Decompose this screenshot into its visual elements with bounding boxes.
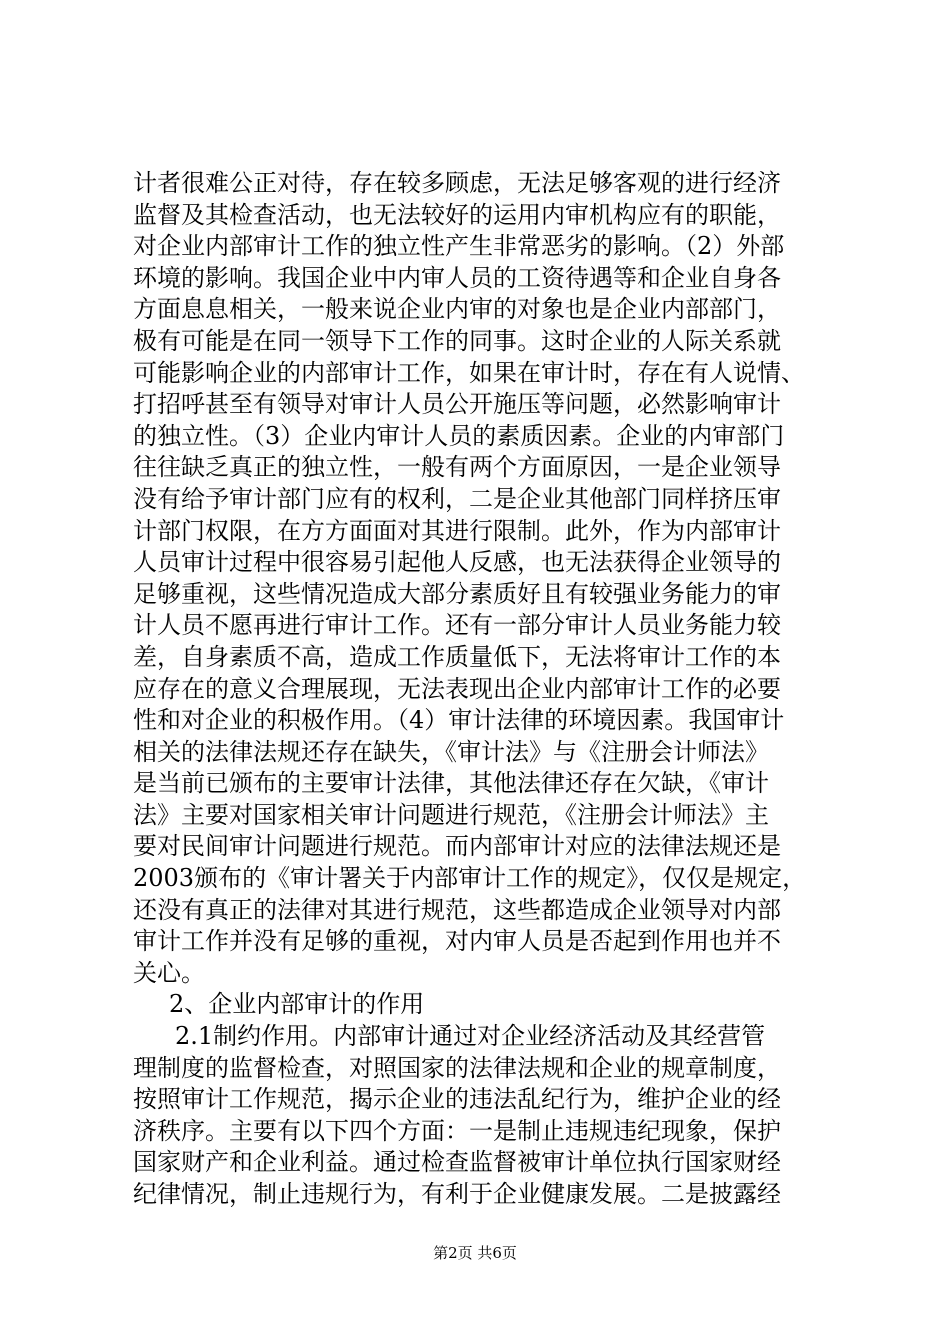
paragraph-line: 按照审计工作规范，揭示企业的违法乱纪行为，维护企业的经 bbox=[133, 1085, 781, 1114]
paragraph-line: 方面息息相关，一般来说企业内审的对象也是企业内部部门， bbox=[133, 295, 781, 324]
paragraph-line: 国家财产和企业利益。通过检查监督被审计单位执行国家财经 bbox=[133, 1148, 781, 1177]
paragraph-line: 关心。 bbox=[133, 958, 205, 987]
paragraph-line: 是当前已颁布的主要审计法律，其他法律还存在欠缺，《审计 bbox=[133, 769, 769, 798]
paragraph-line: 的独立性。（3）企业内审计人员的素质因素。企业的内审部门 bbox=[133, 421, 785, 450]
paragraph-line: 性和对企业的积极作用。（4）审计法律的环境因素。我国审计 bbox=[133, 706, 785, 735]
paragraph-line: 计人员不愿再进行审计工作。还有一部分审计人员业务能力较 bbox=[133, 611, 781, 640]
page-number-footer: 第2页 共6页 bbox=[433, 1244, 517, 1262]
paragraph-line: 打招呼甚至有领导对审计人员公开施压等问题，必然影响审计 bbox=[133, 390, 781, 419]
paragraph-line: 足够重视，这些情况造成大部分素质好且有较强业务能力的审 bbox=[133, 579, 781, 608]
paragraph-line: 往往缺乏真正的独立性，一般有两个方面原因，一是企业领导 bbox=[133, 453, 781, 482]
paragraph-line: 理制度的监督检查，对照国家的法律法规和企业的规章制度， bbox=[133, 1053, 781, 1082]
paragraph-line: 2.1制约作用。内部审计通过对企业经济活动及其经营管 bbox=[175, 1022, 766, 1051]
paragraph-line: 相关的法律法规还存在缺失，《审计法》与《注册会计师法》 bbox=[133, 737, 769, 766]
paragraph-line: 差，自身素质不高，造成工作质量低下，无法将审计工作的本 bbox=[133, 642, 781, 671]
paragraph-line: 计者很难公正对待，存在较多顾虑，无法足够客观的进行经济 bbox=[133, 169, 781, 197]
paragraph-line: 还没有真正的法律对其进行规范，这些都造成企业领导对内部 bbox=[133, 895, 781, 924]
paragraph-line: 计部门权限，在方方面面对其进行限制。此外，作为内部审计 bbox=[133, 516, 781, 545]
paragraph-line: 2003颁布的《审计署关于内部审计工作的规定》，仅仅是规定， bbox=[133, 864, 807, 893]
paragraph-line: 监督及其检查活动，也无法较好的运用内审机构应有的职能， bbox=[133, 200, 781, 229]
document-body bbox=[133, 168, 833, 1211]
paragraph-line: 要对民间审计问题进行规范。而内部审计对应的法律法规还是 bbox=[133, 832, 781, 861]
paragraph-line: 极有可能是在同一领导下工作的同事。这时企业的人际关系就 bbox=[133, 326, 781, 355]
paragraph-line: 济秩序。主要有以下四个方面：一是制止违规违纪现象，保护 bbox=[133, 1116, 781, 1145]
paragraph-line: 审计工作并没有足够的重视，对内审人员是否起到作用也并不 bbox=[133, 927, 781, 956]
paragraph-line: 对企业内部审计工作的独立性产生非常恶劣的影响。（2）外部 bbox=[133, 232, 785, 261]
section-heading: 2、企业内部审计的作用 bbox=[169, 990, 425, 1019]
paragraph-line: 纪律情况，制止违规行为，有利于企业健康发展。二是披露经 bbox=[133, 1180, 781, 1208]
paragraph-line: 没有给予审计部门应有的权利，二是企业其他部门同样挤压审 bbox=[133, 484, 781, 513]
paragraph-line: 法》主要对国家相关审计问题进行规范，《注册会计师法》主 bbox=[133, 800, 769, 829]
paragraph-line: 环境的影响。我国企业中内审人员的工资待遇等和企业自身各 bbox=[133, 263, 781, 292]
paragraph-line: 可能影响企业的内部审计工作，如果在审计时，存在有人说情、 bbox=[133, 358, 805, 387]
paragraph-line: 人员审计过程中很容易引起他人反感，也无法获得企业领导的 bbox=[133, 548, 781, 577]
paragraph-line: 应存在的意义合理展现，无法表现出企业内部审计工作的必要 bbox=[133, 674, 781, 703]
